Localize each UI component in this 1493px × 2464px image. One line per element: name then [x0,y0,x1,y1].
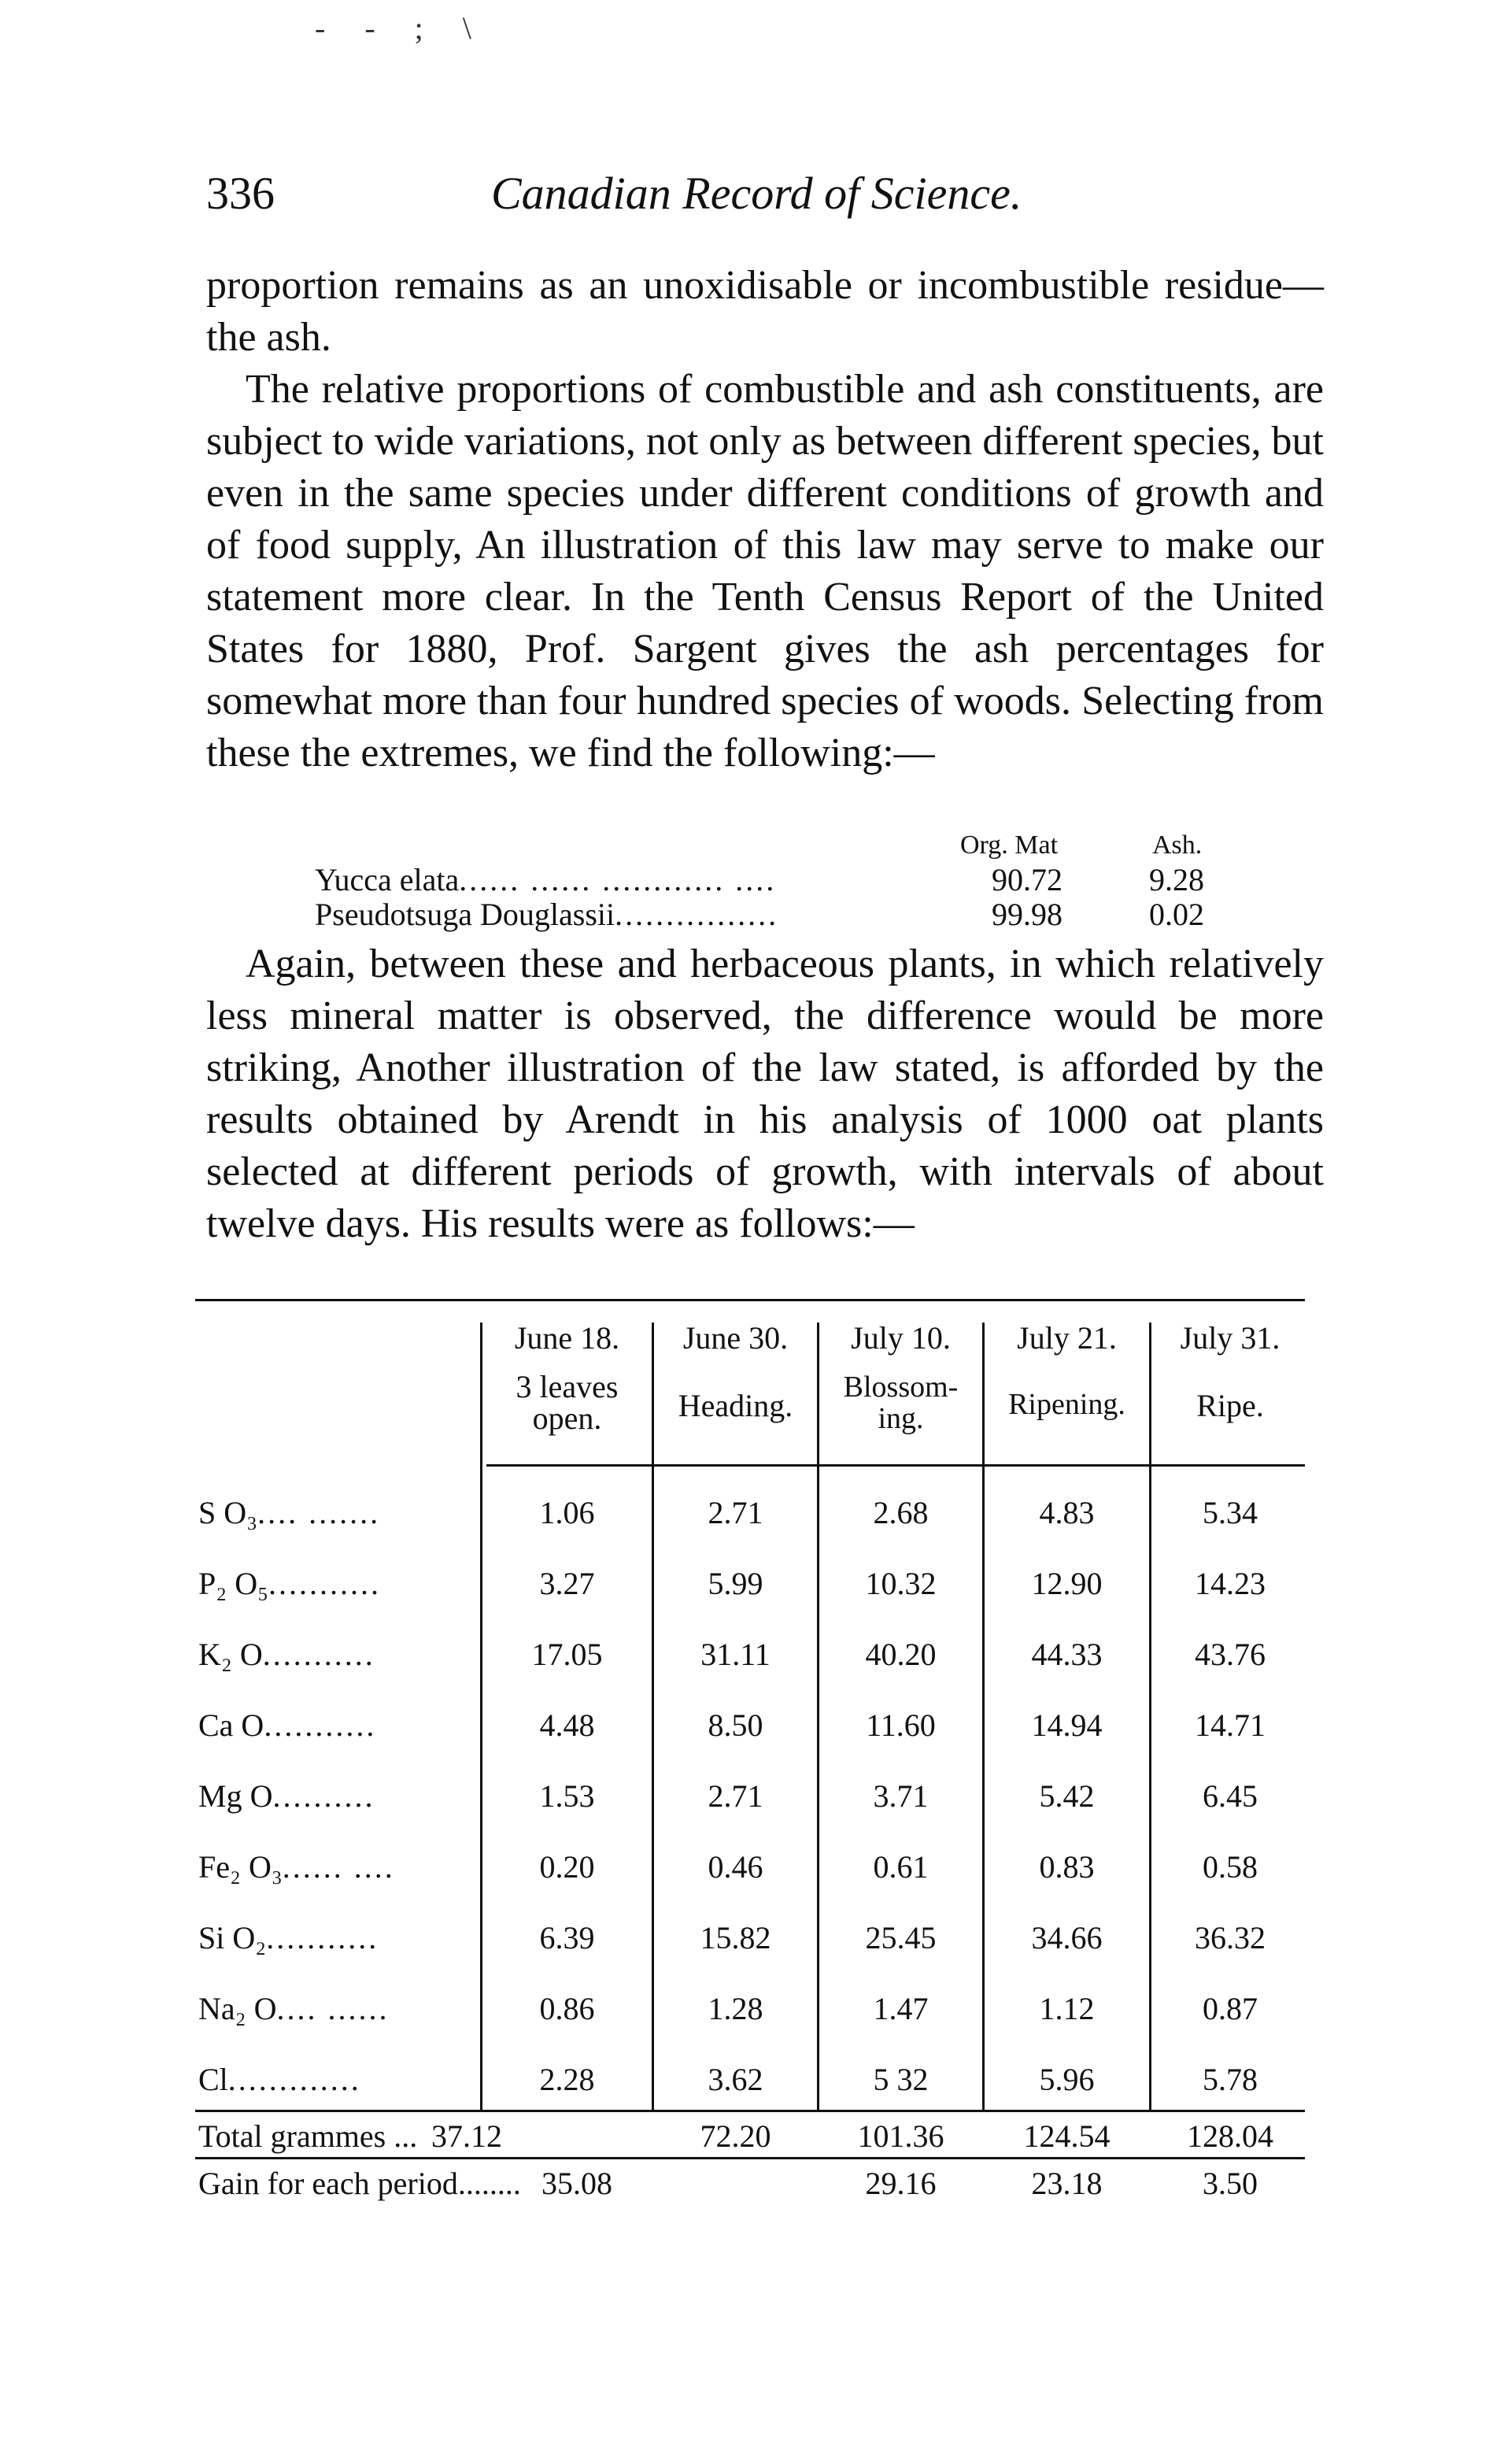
stray-marks: - - ; \ [315,10,487,46]
stage-header: Blossom- ing. [843,1371,959,1435]
compound-formula: Fe₂ O₃ [198,1849,283,1885]
table-cell: 1.12 [1039,1991,1095,2026]
table-cell: 1.06 [539,1495,595,1530]
leader-dots: .... ....... [257,1495,381,1530]
table-cell: 1.53 [539,1778,595,1814]
table-cell: 14.94 [1031,1707,1103,1743]
table-cell: 3.27 [539,1566,595,1601]
table-cell: 36.32 [1195,1920,1266,1955]
species-name: Pseudotsuga Douglassii [315,897,615,932]
total-value: 101.36 [857,2118,944,2154]
species-ash-table [315,828,1259,938]
table-cell: 1.47 [873,1991,929,2026]
table-cell: 3.71 [873,1778,929,1814]
compound-formula: Si O₂ [198,1920,267,1955]
leader-dots: ........... [262,1637,375,1672]
compound-label [198,1778,375,1815]
leader-dots: ........... [266,1920,379,1955]
stage-header: Heading. [678,1388,793,1423]
table-cell: 8.50 [708,1707,763,1743]
leader-dots: ............. [227,2062,361,2097]
table-cell: 6.39 [539,1920,595,1955]
total-value: 128.04 [1187,2118,1273,2154]
table-cell: 1.28 [708,1991,763,2026]
table-cell: 4.83 [1039,1495,1095,1530]
total-label: Total grammes ... [198,2118,418,2154]
page-number: 336 [206,168,275,219]
table-cell: 5.99 [708,1566,763,1601]
ash-value: 9.28 [1149,862,1204,897]
table-cell: 2.71 [708,1495,763,1530]
table-cell: 0.86 [539,1991,595,2026]
table-cell: 2.68 [873,1495,929,1530]
table-cell: 3.62 [708,2062,763,2097]
leader-dots: ................ [615,897,779,932]
gain-top-rule [195,2157,1305,2159]
date-header: July 31. [1180,1320,1281,1356]
compound-label [198,1494,380,1531]
table-cell: 4.48 [539,1707,595,1743]
leader-dots: .......... [272,1778,375,1814]
gain-label: Gain for each period........ [198,2166,521,2201]
compound-formula: P₂ O₅ [198,1566,269,1601]
leader-dots: ...... ...... ............ .... [459,862,777,897]
table-cell: 5.96 [1039,2062,1095,2097]
paragraph-1: proportion remains as an unoxidisable or incombustible residue—the ash. [206,263,1324,360]
gain-value: 35.08 [541,2166,612,2201]
gain-value: 3.50 [1203,2166,1258,2201]
running-title: Canadian Record of Science. [491,168,1022,219]
compound-label [198,1636,375,1673]
total-value: 37.12 [431,2118,502,2154]
paragraph-3: Again, between these and herbaceous plants, in which relatively less mineral matter is observed, the difference would be more striking, Another illustration of the law stated, is afforded by the results obtained by Arendt in his analysis of 1000 oat plants selected at different periods of growth, with intervals of about twelve days. His results were as follows:— [206,942,1324,1246]
stage-header: Ripening. [1008,1388,1125,1421]
table-cell: 14.71 [1195,1707,1266,1743]
gain-value: 29.16 [865,2166,937,2201]
table-cell: 0.61 [873,1849,929,1885]
org-mat-value: 90.72 [992,862,1062,897]
compound-label [198,1848,395,1885]
compound-label [198,1919,379,1956]
paragraph-2: The relative proportions of combustible and ash constituents, are subject to wide variations, not only as between different species, but even in the same species under different conditions of growth and of food supply, An illustration of this law may serve to make our statement more clear. In the Tenth Census Report of the United States for 1880, Prof. Sargent gives the ash percentages for somewhat more than four hundred species of woods. Selecting from these the extremes, we find the following:— [206,367,1324,775]
compound-formula: Na₂ O [198,1991,277,2026]
oat-plant-ash-table [195,1299,1313,2212]
table-cell: 34.66 [1031,1920,1103,1955]
total-value: 124.54 [1023,2118,1111,2154]
table-cell: 0.58 [1203,1849,1258,1885]
table-cell: 11.60 [866,1707,936,1743]
table-cell: 5.42 [1039,1778,1095,1814]
total-value: 72.20 [700,2118,771,2154]
compound-label [198,1990,389,2027]
table-cell: 15.82 [700,1920,771,1955]
table-cell: 5 32 [873,2062,929,2097]
compound-formula: Mg O [198,1778,273,1814]
compound-label [198,1707,376,1744]
gain-value: 23.18 [1031,2166,1103,2201]
header-underline [486,1464,1305,1467]
table-cell: 14.23 [1195,1566,1266,1601]
compound-formula: Ca O [198,1707,264,1743]
stage-header: Ripe. [1196,1388,1264,1423]
table-cell: 0.83 [1039,1849,1095,1885]
compound-formula: K₂ O [198,1637,263,1672]
species-name: Yucca elata [315,862,460,897]
date-header: June 30. [682,1320,789,1356]
leader-dots: ........... [268,1566,382,1601]
table-cell: 31.11 [700,1637,771,1672]
table-cell: 10.32 [865,1566,937,1601]
table-cell: 2.71 [708,1778,763,1814]
page-header [206,167,1324,230]
leader-dots: ...... .... [282,1849,395,1885]
table-cell: 40.20 [865,1637,937,1672]
date-header: June 18. [514,1320,620,1356]
stage-header: 3 leaves open. [516,1369,619,1436]
table-cell: 25.45 [865,1920,937,1955]
org-mat-header: Org. Mat [960,831,1059,860]
ash-value: 0.02 [1149,897,1204,932]
total-top-rule [195,2110,1305,2112]
table-cell: 43.76 [1195,1637,1266,1672]
date-header: July 10. [851,1320,951,1356]
table-cell: 0.46 [708,1849,763,1885]
table-cell: 6.45 [1203,1778,1258,1814]
table-cell: 5.78 [1203,2062,1258,2097]
org-mat-value: 99.98 [992,897,1062,932]
table-cell: 5.34 [1203,1495,1258,1530]
table-cell: 0.87 [1203,1991,1258,2026]
table-cell: 0.20 [539,1849,595,1885]
compound-formula: S O₃ [198,1495,258,1530]
compound-label [198,1565,381,1602]
compound-label [198,2061,361,2098]
compound-formula: Cl [198,2062,228,2097]
leader-dots: ........... [264,1707,377,1743]
table-cell: 17.05 [531,1637,603,1672]
table-cell: 12.90 [1031,1566,1103,1601]
ash-header: Ash. [1152,831,1203,860]
table-top-rule [195,1299,1305,1301]
table-cell: 2.28 [539,2062,595,2097]
leader-dots: .... ...... [276,1991,390,2026]
date-header: July 21. [1017,1320,1117,1356]
table-cell: 44.33 [1031,1637,1103,1672]
